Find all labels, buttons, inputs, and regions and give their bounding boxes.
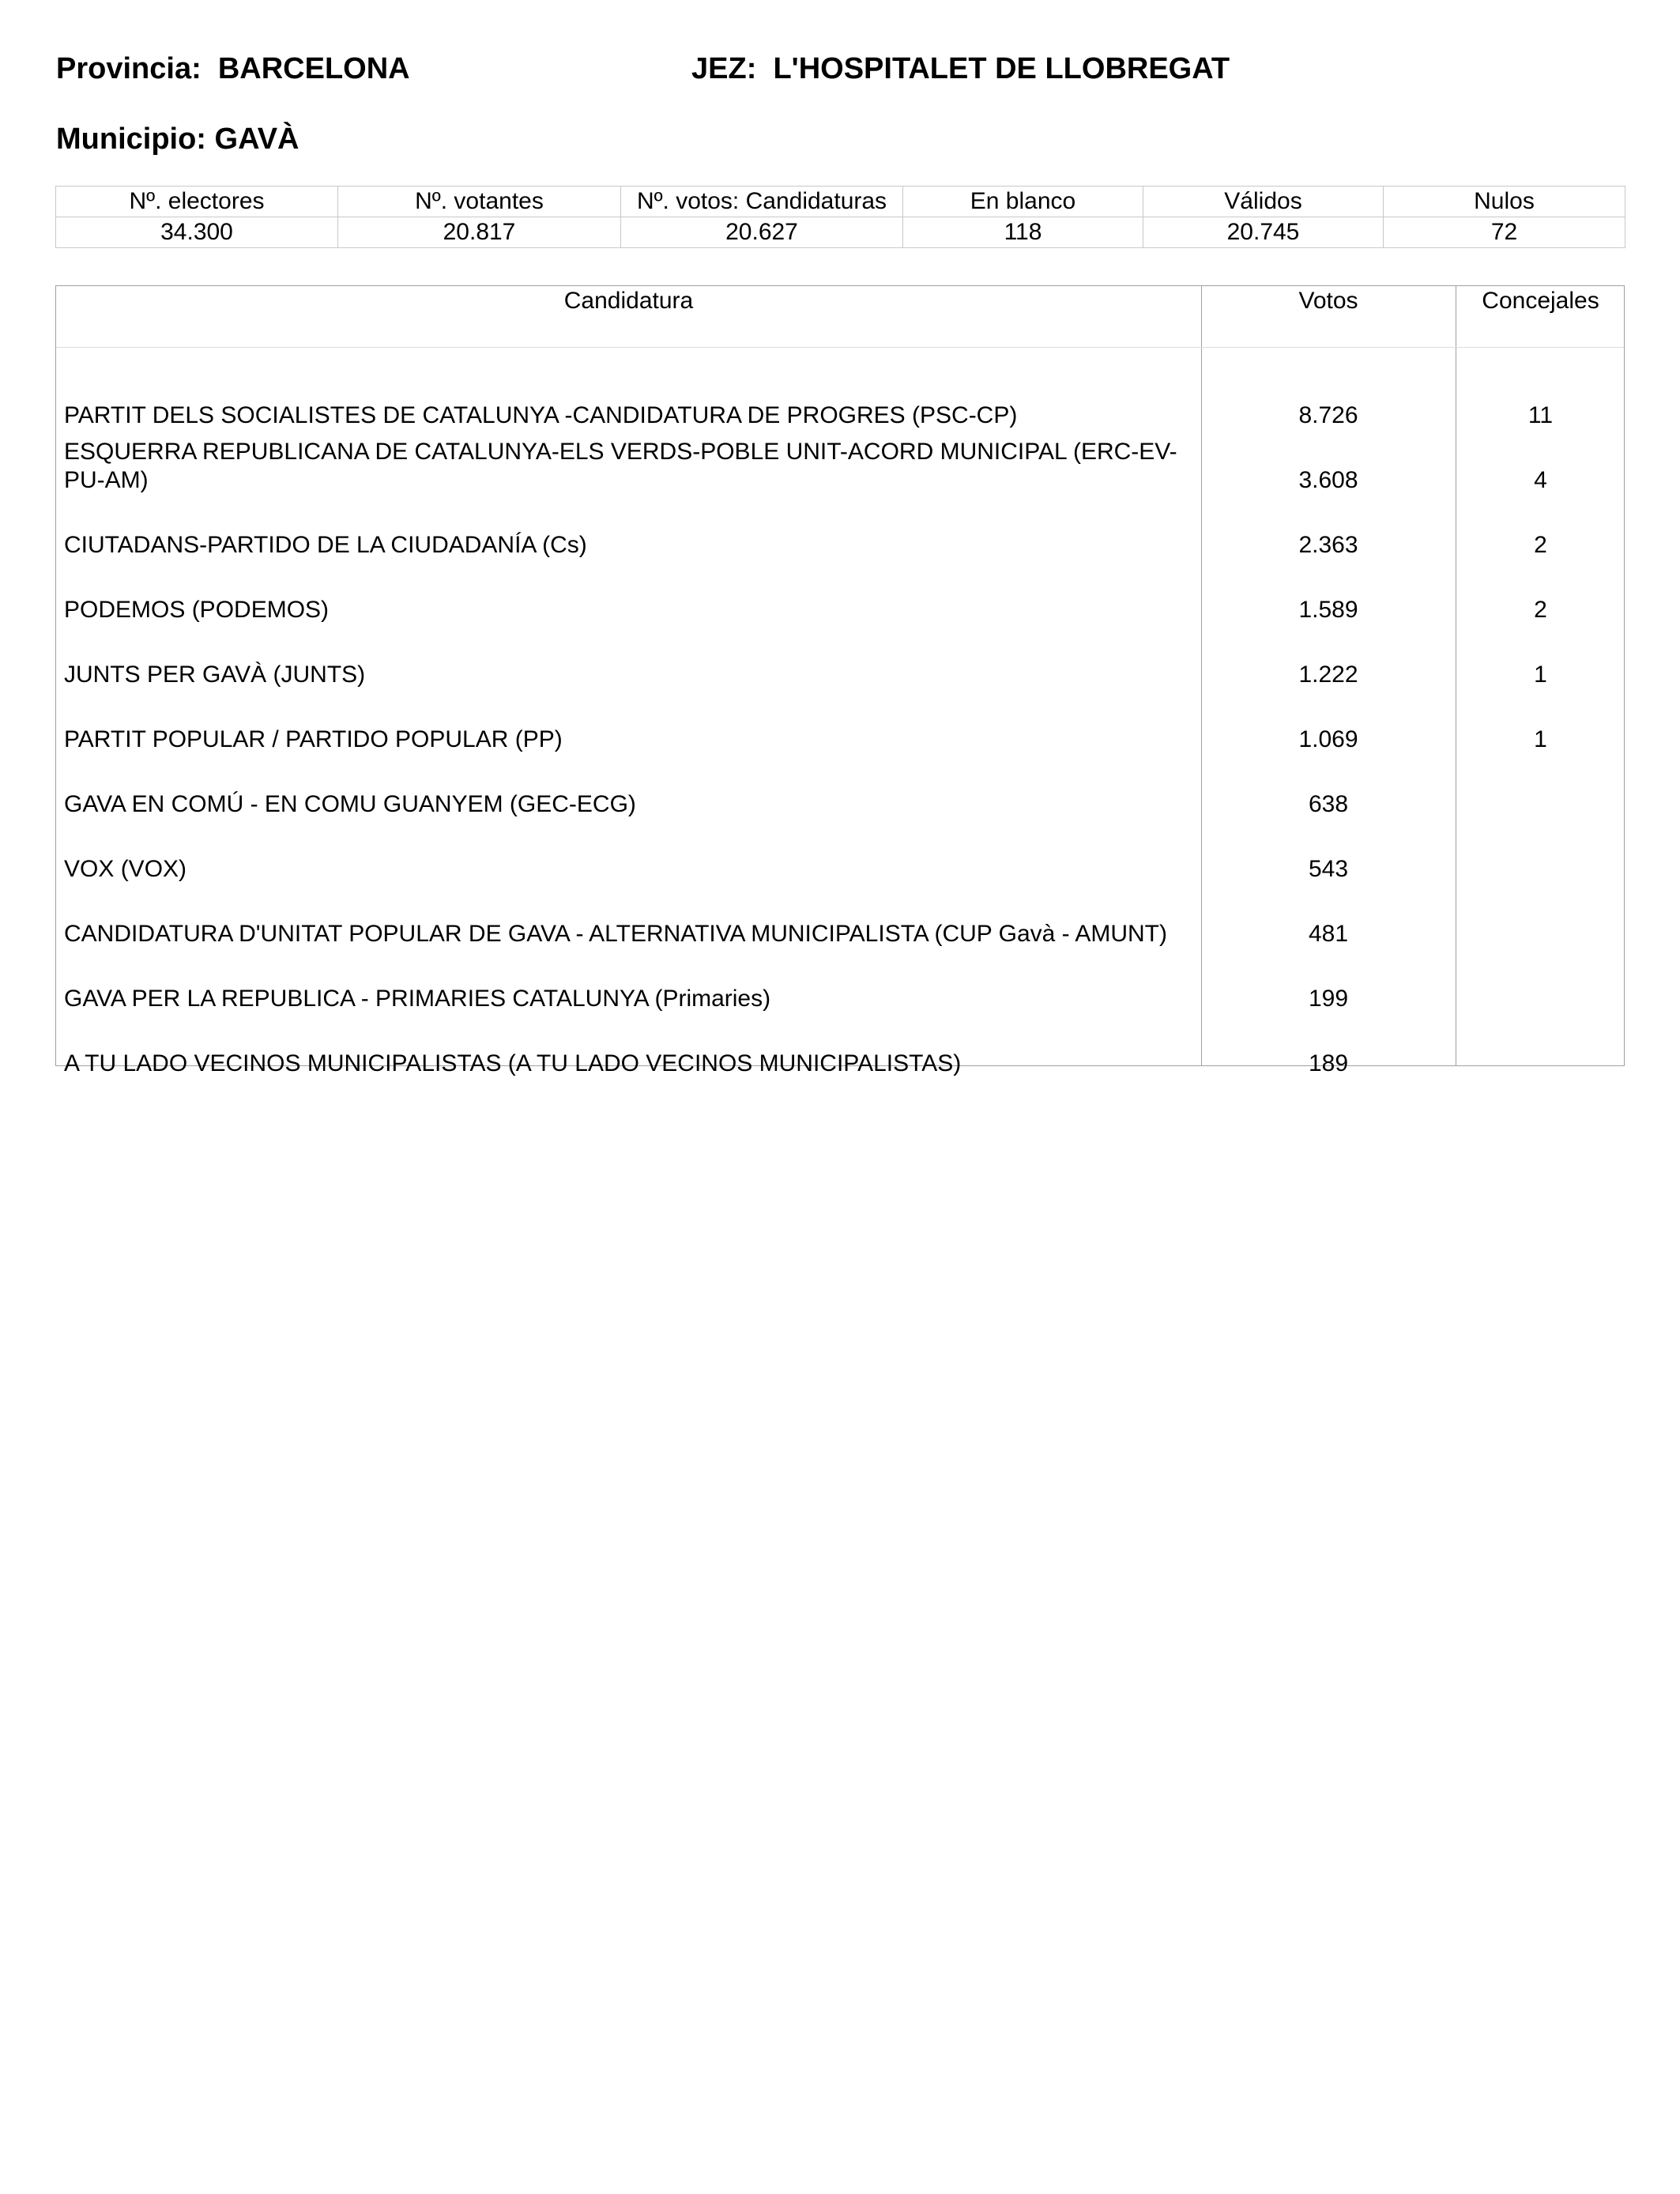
candidatura-votes: 3.608 [1298, 467, 1358, 493]
candidatura-seats: 1 [1534, 662, 1547, 688]
candidatura-name: PARTIT DELS SOCIALISTES DE CATALUNYA -CANDIDATURA DE PROGRES (PSC-CP) [64, 402, 1018, 428]
candidatura-name: VOX (VOX) [64, 856, 187, 882]
summary-value-nulos: 72 [1384, 217, 1625, 248]
candidatura-votes: 1.222 [1298, 662, 1358, 688]
candidatura-seats: 1 [1534, 726, 1547, 752]
candidatura-name: PODEMOS (PODEMOS) [64, 597, 330, 623]
summary-header-validos: Válidos [1143, 187, 1384, 217]
table-row [56, 757, 1624, 822]
table-row [56, 887, 1624, 952]
candidatura-votes: 8.726 [1298, 402, 1358, 428]
table-row [56, 628, 1624, 692]
summary-header-electores: Nº. electores [56, 187, 338, 217]
table-row [56, 692, 1624, 757]
results-header-candidatura: Candidatura [563, 288, 694, 314]
summary-value-electores: 34.300 [56, 217, 338, 248]
candidatura-votes: 1.589 [1298, 597, 1358, 623]
results-table [55, 285, 1625, 1076]
candidatura-name: JUNTS PER GAVÀ (JUNTS) [64, 662, 366, 688]
table-row [56, 952, 1624, 1016]
candidatura-name: CIUTADANS-PARTIDO DE LA CIUDADANÍA (Cs) [64, 532, 587, 558]
summary-header-votantes: Nº. votantes [338, 187, 621, 217]
summary-value-votos-candidaturas: 20.627 [621, 217, 903, 248]
candidatura-votes: 1.069 [1298, 726, 1358, 752]
candidatura-name: CANDIDATURA D'UNITAT POPULAR DE GAVA - ALTERNATIVA MUNICIPALISTA (CUP Gavà - AMUNT) [64, 921, 1167, 947]
table-row [56, 563, 1624, 628]
summary-value-en-blanco: 118 [903, 217, 1143, 248]
results-header-votos: Votos [1298, 288, 1358, 314]
summary-value-votantes: 20.817 [338, 217, 621, 248]
candidatura-name: ESQUERRA REPUBLICANA DE CATALUNYA-ELS VERDS-POBLE UNIT-ACORD MUNICIPAL (ERC-EV-PU-AM) [64, 439, 1177, 493]
results-rows [56, 368, 1624, 1081]
candidatura-votes: 2.363 [1298, 532, 1358, 558]
candidatura-votes: 638 [1308, 791, 1349, 817]
table-row [56, 1016, 1624, 1081]
candidatura-seats: 2 [1534, 597, 1547, 623]
summary-header-en-blanco: En blanco [903, 187, 1143, 217]
summary-values-row [56, 217, 1625, 248]
summary-table [55, 186, 1625, 248]
candidatura-name: PARTIT POPULAR / PARTIDO POPULAR (PP) [64, 726, 563, 752]
candidatura-name: GAVA PER LA REPUBLICA - PRIMARIES CATALUNYA (Primaries) [64, 986, 771, 1012]
candidatura-name: GAVA EN COMÚ - EN COMU GUANYEM (GEC-ECG) [64, 791, 636, 817]
header-divider [56, 347, 1624, 348]
candidatura-votes: 199 [1308, 986, 1349, 1012]
summary-header-nulos: Nulos [1384, 187, 1625, 217]
candidatura-votes: 481 [1308, 921, 1349, 947]
jez-heading: JEZ: L'HOSPITALET DE LLOBREGAT [691, 52, 1230, 85]
candidatura-seats: 4 [1534, 467, 1547, 493]
table-row [56, 498, 1624, 563]
municipio-heading: Municipio: GAVÀ [56, 123, 299, 156]
provincia-heading: Provincia: BARCELONA [56, 52, 410, 85]
candidatura-votes: 543 [1308, 856, 1349, 882]
candidatura-name: A TU LADO VECINOS MUNICIPALISTAS (A TU LADO VECINOS MUNICIPALISTAS) [64, 1050, 962, 1076]
table-row [56, 368, 1624, 433]
candidatura-seats: 2 [1534, 532, 1547, 558]
summary-header-votos-candidaturas: Nº. votos: Candidaturas [621, 187, 903, 217]
summary-value-validos: 20.745 [1143, 217, 1384, 248]
summary-header-row [56, 187, 1625, 217]
candidatura-seats: 11 [1527, 402, 1554, 428]
table-row [56, 433, 1624, 498]
table-row [56, 822, 1624, 887]
results-header-concejales: Concejales [1482, 288, 1599, 314]
candidatura-votes: 189 [1308, 1050, 1349, 1076]
